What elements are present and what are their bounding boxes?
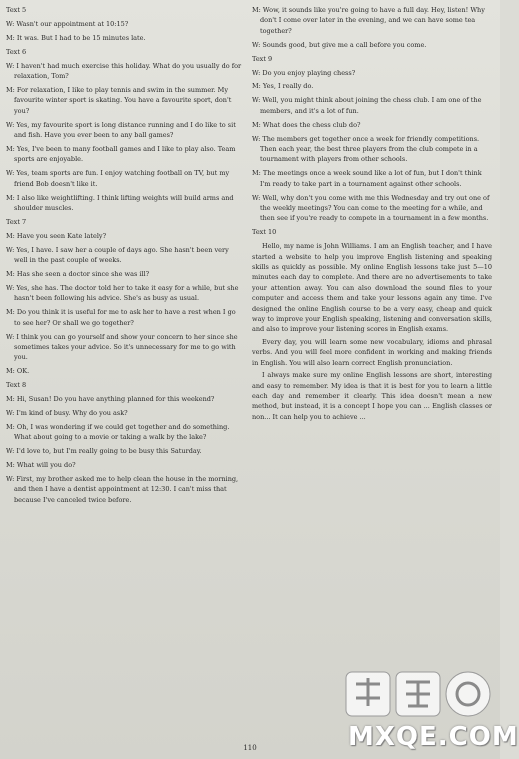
dialogue-line: M: Do you think it is useful for me to ask her to have a rest when I go to see her? Or shall we go together? [6,308,236,327]
dialogue-line: M: Yes, I've been to many football games and I like to play also. Team sports are enjoyable. [6,144,236,164]
section-heading: Text 7 [6,217,27,226]
watermark [344,668,519,756]
section-heading: Text 10 [252,228,277,237]
dialogue-line: W: The members get together once a week for friendly competitions. Then each year, the best three players from the club compete in a tournament with players from other schools. [252,134,480,164]
page-number: 110 [243,744,257,752]
dialogue-line: M: Wow, it sounds like you're going to have a full day. Hey, listen! Why don't I come over later in the evening, and we can have some tea together? [252,6,485,35]
watermark-url: MXQE.COM [348,722,519,752]
left-column [6,5,242,509]
section-heading: Text 5 [6,6,27,14]
dialogue-line: W: Wasn't our appointment at 10:15? [6,19,129,28]
paragraph: Hello, my name is John Williams. I am an English teacher, and I have started a website to help you improve English listening and speaking skills as quickly as possible. My online English lessons take just 5—10 minutes each day to complete. And there are no advertisements to take your attention away. You can also download the sound files to your computer and access them and take your lessons again any time. I've designed the online English course to be a very easy, cheap and quick way to improve your English speaking, listening and conversation skills, and also to improve your listening scores in English exams. [252,242,492,334]
right-column [252,5,492,424]
paragraph: Every day, you will learn some new vocabulary, idioms and phrasal verbs. And you will feel more confident in working and making friends in English. You will also learn correct English pronunciation. [252,337,492,367]
dialogue-line: M: I also like weightlifting. I think lifting weights will build arms and shoulder muscles. [6,193,234,212]
dialogue-line: W: First, my brother asked me to help clean the house in the morning, and then I have a dentist appointment at 12:30. I can't miss that because I've canceled twice before. [6,475,239,504]
dialogue-line: M: Oh, I was wondering if we could get together and do something. What about going to a movie or taking a walk by the lake? [6,422,230,442]
dialogue-line: M: For relaxation, I like to play tennis and swim in the summer. My favourite winter sport is skating. You have a favourite sport, don't you? [6,85,232,115]
dialogue-line: W: I'm kind of busy. Why do you ask? [6,409,128,417]
section-heading: Text 9 [252,54,273,63]
dialogue-line: W: Well, you might think about joining the chess club. I am one of the members, and it's a lot of fun. [252,96,482,115]
dialogue-line: W: Do you enjoy playing chess? [252,68,356,77]
dialogue-line: M: The meetings once a week sound like a lot of fun, but I don't think I'm ready to take part in a tournament against other schools. [252,169,482,188]
section-heading: Text 8 [6,381,27,390]
dialogue-line: W: Yes, team sports are fun. I enjoy watching football on TV, but my friend Bob doesn't like it. [6,169,230,188]
dialogue-line: W: Yes, she has. The doctor told her to take it easy for a while, but she hasn't been following his advice. She's as busy as usual. [6,283,239,303]
dialogue-line: M: Has she seen a doctor since she was ill? [6,270,150,279]
dialogue-line: M: Yes, I really do. [252,82,314,91]
dialogue-line: W: Yes, my favourite sport is long distance running and I do like to sit and fish. Have you ever been to any ball games? [6,120,236,140]
section-heading: Text 6 [6,47,27,56]
dialogue-line: W: I think you can go yourself and show your concern to her since she sometimes takes your advice. So it's unnecessary for me to go with you. [6,332,238,362]
dialogue-line: W: Sounds good, but give me a call before you come. [252,40,427,49]
dialogue-line: M: Have you seen Kate lately? [6,231,107,240]
dialogue-line: W: Well, why don't you come with me this Wednesday and try out one of the weekly meetings? You can come to the meeting for a while, and then see if you're ready to compete in a tournament in a few months. [252,193,490,223]
watermark-logo-icon [344,668,494,720]
dialogue-line: W: I'd love to, but I'm really going to be busy this Saturday. [6,447,202,456]
dialogue-line: M: Hi, Susan! Do you have anything planned for this weekend? [6,395,215,404]
dialogue-line: M: What will you do? [6,461,76,470]
dialogue-line: M: What does the chess club do? [252,120,361,129]
dialogue-line: W: I haven't had much exercise this holiday. What do you usually do for relaxation, Tom? [6,61,242,81]
dialogue-line: M: It was. But I had to be 15 minutes late. [6,33,146,42]
dialogue-line: W: Yes, I have. I saw her a couple of days ago. She hasn't been very well in the past couple of weeks. [6,245,229,265]
paragraph: I always make sure my online English lessons are short, interesting and easy to remember. My idea is that it is best for you to learn a little each day and remember it clearly. This idea doesn't mean a new method, but instead, it is a concept I hope you can ... English classes or non... It can help you to achieve ... [252,371,492,421]
dialogue-line: M: OK. [6,367,30,376]
